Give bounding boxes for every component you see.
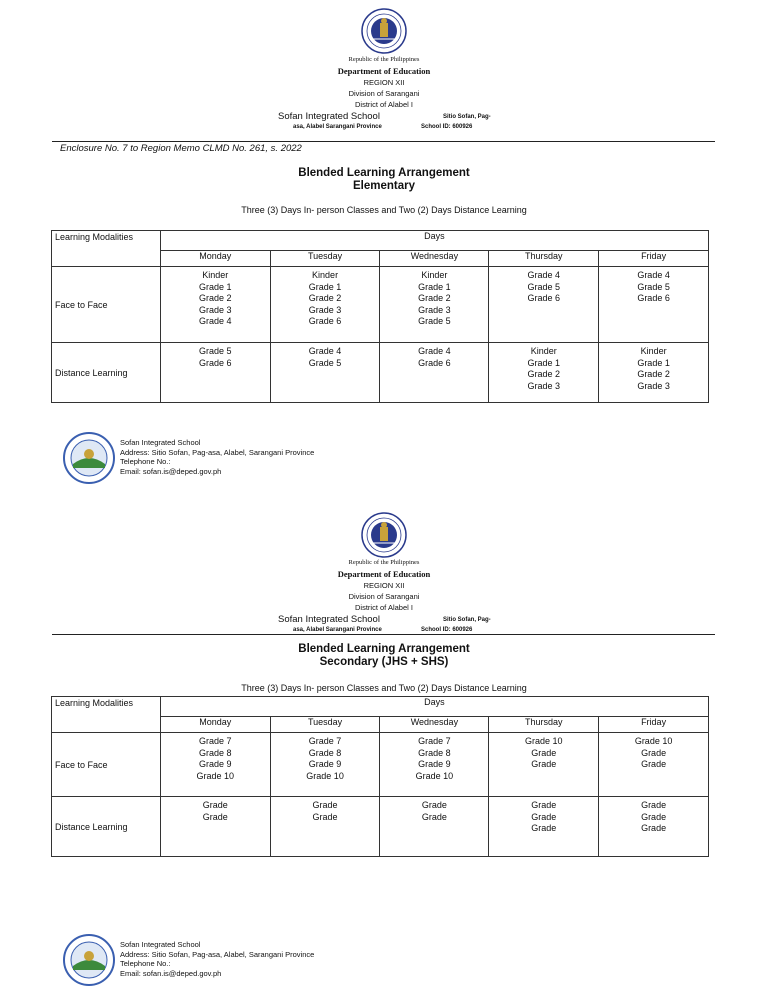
header-rule: [52, 141, 715, 142]
school-address-line2: asa, Alabel Sarangani Province: [293, 124, 382, 130]
elem-title: Blended Learning Arrangement: [298, 167, 470, 179]
department-title: Department of Education: [337, 66, 431, 76]
district-text: District of Alabel I: [355, 100, 413, 109]
elementary-schedule-table: [51, 230, 709, 403]
header-rule: [52, 634, 715, 635]
face-to-face-label: Face to Face: [52, 267, 161, 343]
elem-dl-wednesday: Grade 4 Grade 6: [380, 343, 489, 403]
enclosure-note: Enclosure No. 7 to Region Memo CLMD No. 261, s. 2022: [60, 143, 302, 154]
days-header: Days: [160, 231, 708, 251]
footer-email: Email: sofan.is@deped.gov.ph: [120, 968, 222, 978]
footer-contact: [120, 438, 314, 476]
sec-arrangement-note: Three (3) Days In- person Classes and Two (2) Days Distance Learning: [241, 683, 527, 693]
day-monday: Monday: [160, 251, 270, 267]
sec-dl-tuesday: Grade Grade: [270, 797, 380, 857]
day-tuesday: Tuesday: [270, 251, 380, 267]
days-header: Days: [160, 697, 708, 717]
day-tuesday: Tuesday: [270, 717, 380, 733]
sec-subtitle-level: Secondary (JHS + SHS): [319, 656, 449, 668]
school-address-line2: asa, Alabel Sarangani Province: [293, 627, 382, 633]
elem-f2f-tuesday: Kinder Grade 1 Grade 2 Grade 3 Grade 6: [270, 267, 380, 343]
secondary-schedule-table: [51, 696, 709, 857]
sec-dl-friday: Grade Grade Grade: [599, 797, 709, 857]
sec-f2f-tuesday: Grade 7 Grade 8 Grade 9 Grade 10: [270, 733, 380, 797]
school-name: Sofan Integrated School: [278, 614, 380, 625]
footer-address: Address: Sitio Sofan, Pag-asa, Alabel, Sarangani Province: [120, 447, 315, 457]
deped-seal: [361, 8, 407, 54]
sec-dl-wednesday: Grade Grade: [380, 797, 489, 857]
school-id: School ID: 600926: [421, 627, 473, 633]
elem-dl-monday: Grade 5 Grade 6: [160, 343, 270, 403]
elem-subtitle-level: Elementary: [352, 180, 415, 192]
division-text: Division of Sarangani: [348, 592, 420, 601]
footer-address: Address: Sitio Sofan, Pag-asa, Alabel, Sarangani Province: [120, 949, 315, 959]
sec-f2f-thursday: Grade 10 Grade Grade: [489, 733, 599, 797]
school-name: Sofan Integrated School: [278, 111, 380, 122]
footer-email: Email: sofan.is@deped.gov.ph: [120, 466, 222, 476]
day-thursday: Thursday: [489, 717, 599, 733]
distance-learning-label: Distance Learning: [52, 797, 161, 857]
modalities-header: Learning Modalities: [52, 231, 161, 267]
school-address-line1: Sitio Sofan, Pag-: [443, 617, 491, 623]
footer-telephone: Telephone No.:: [120, 959, 171, 968]
republic-text: Republic of the Philippines: [348, 56, 420, 63]
department-title: Department of Education: [337, 569, 431, 579]
sec-dl-thursday: Grade Grade Grade: [489, 797, 599, 857]
district-text: District of Alabel I: [355, 603, 413, 612]
division-text: Division of Sarangani: [348, 89, 420, 98]
day-wednesday: Wednesday: [380, 717, 489, 733]
day-friday: Friday: [599, 251, 709, 267]
school-id: School ID: 600926: [421, 124, 473, 130]
elem-dl-thursday: Kinder Grade 1 Grade 2 Grade 3: [489, 343, 599, 403]
sec-f2f-wednesday: Grade 7 Grade 8 Grade 9 Grade 10: [380, 733, 489, 797]
sec-title: Blended Learning Arrangement: [298, 643, 470, 655]
sec-f2f-monday: Grade 7 Grade 8 Grade 9 Grade 10: [160, 733, 270, 797]
footer-telephone: Telephone No.:: [120, 457, 171, 466]
day-friday: Friday: [599, 717, 709, 733]
sec-f2f-friday: Grade 10 Grade Grade: [599, 733, 709, 797]
sec-dl-monday: Grade Grade: [160, 797, 270, 857]
elem-arrangement-note: Three (3) Days In- person Classes and Two (2) Days Distance Learning: [241, 205, 527, 215]
elem-f2f-thursday: Grade 4 Grade 5 Grade 6: [489, 267, 599, 343]
face-to-face-label: Face to Face: [52, 733, 161, 797]
modalities-header: Learning Modalities: [52, 697, 161, 733]
school-address-line1: Sitio Sofan, Pag-: [443, 114, 491, 120]
footer-contact: [120, 940, 314, 978]
day-wednesday: Wednesday: [380, 251, 489, 267]
footer-school-name: Sofan Integrated School: [120, 438, 201, 447]
elem-f2f-monday: Kinder Grade 1 Grade 2 Grade 3 Grade 4: [160, 267, 270, 343]
day-thursday: Thursday: [489, 251, 599, 267]
republic-text: Republic of the Philippines: [348, 559, 420, 566]
distance-learning-label: Distance Learning: [52, 343, 161, 403]
day-monday: Monday: [160, 717, 270, 733]
elem-f2f-wednesday: Kinder Grade 1 Grade 2 Grade 3 Grade 5: [380, 267, 489, 343]
school-logo: [63, 934, 115, 986]
elem-f2f-friday: Grade 4 Grade 5 Grade 6: [599, 267, 709, 343]
elem-dl-friday: Kinder Grade 1 Grade 2 Grade 3: [599, 343, 709, 403]
deped-seal: [361, 512, 407, 558]
elem-dl-tuesday: Grade 4 Grade 5: [270, 343, 380, 403]
footer-school-name: Sofan Integrated School: [120, 940, 201, 949]
region-text: REGION XII: [363, 78, 405, 87]
school-logo: [63, 432, 115, 484]
region-text: REGION XII: [363, 581, 405, 590]
